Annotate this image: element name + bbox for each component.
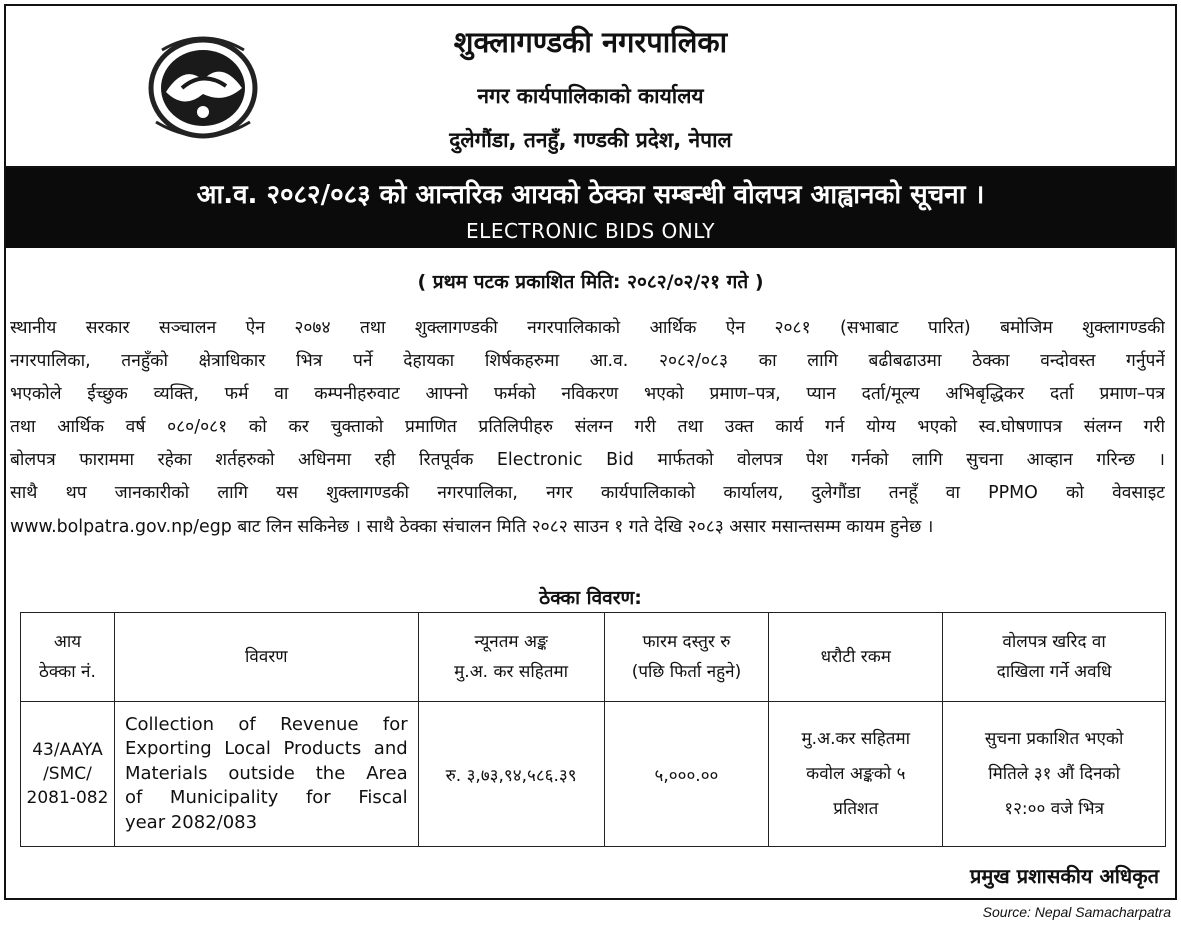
deposit-line: कवोल अङ्कको ५ (806, 763, 906, 784)
header-line: (पछि फिर्ता नहुने) (631, 662, 742, 682)
header-line: न्यूनतम अङ्क (474, 632, 548, 652)
body-line: भएकोले ईच्छुक व्यक्ति, फर्म वा कम्पनीहरुवाट आफ्नो फर्मको नविकरण भएको प्रमाण–पत्र, प्यान दर्ता/मूल्य अभिबृद्धिकर दर्ता प्रमाण–पत्र (10, 384, 1165, 405)
body-line: तथा आर्थिक वर्ष ०८०/०८१ को कर चुक्ताको प्रमाणित प्रतिलिपीहरु संलग्न गरी तथा उक्त कार्य गर्न योग्य भएको स्व.घोषणापत्र संलग्न गरी (10, 417, 1165, 438)
min-amount-cell: रु. ३,७३,९४,५८६.३९ (418, 702, 604, 847)
org-office: नगर कार्यपालिकाको कार्यालय (477, 84, 704, 108)
header-period (943, 613, 1166, 702)
header-deposit (769, 613, 943, 702)
tender-table (20, 612, 1166, 847)
header-min-amount (418, 613, 604, 702)
header-line: धरौटी रकम (820, 647, 891, 667)
description-line: Collection of Revenue for (124, 713, 408, 735)
publication-date: ( प्रथम पटक प्रकाशित मिति: २०८२/०२/२१ गते ) (417, 271, 764, 293)
period-line: सुचना प्रकाशित भएको (984, 728, 1124, 749)
table-row (21, 702, 1166, 847)
source-credit: Source: Nepal Samacharpatra (982, 904, 1171, 920)
header-line: आय (53, 632, 82, 652)
description-line: Exporting Local Products and (124, 738, 408, 760)
form-fee-cell: ५,०००.०० (604, 702, 769, 847)
org-name: शुक्लागण्डकी नगरपालिका (453, 25, 728, 59)
description-line: Materials outside the Area (124, 762, 408, 784)
header-line: ठेक्का नं. (39, 662, 96, 682)
table-heading: ठेक्का विवरण: (539, 587, 642, 609)
description-line: of Municipality for Fiscal (124, 787, 408, 809)
header-line: दाखिला गर्ने अवधि (996, 662, 1112, 682)
body-line: साथै थप जानकारीको लागि यस शुक्लागण्डकी नगरपालिका, नगर कार्यपालिकाको कार्यालय, दुलेगौंडा तनहूँ वा PPMO को वेवसाइट (10, 483, 1165, 504)
contract-id-line: /SMC/ (43, 764, 92, 784)
description-line: year 2082/083 (124, 811, 258, 833)
header-line: फारम दस्तुर रु (642, 632, 731, 652)
header-line: मु.अ. कर सहितमा (454, 662, 569, 682)
body-line: बोलपत्र फाराममा रहेका शर्तहरुको अधिनमा रही रितपूर्वक Electronic Bid मार्फतको वोलपत्र पेश गर्नको लागि सुचना आव्हान गरिन्छ । (10, 450, 1165, 471)
period-cell (943, 702, 1166, 847)
body-line: स्थानीय सरकार सञ्चालन ऐन २०७४ तथा शुक्लागण्डकी नगरपालिकाको आर्थिक ऐन २०८१ (सभाबाट पारित) बमोजिम शुक्लागण्डकी (10, 318, 1165, 338)
header-line: विवरण (245, 647, 288, 667)
description-cell (114, 702, 418, 847)
header-income-contract-no (21, 613, 115, 702)
signature: प्रमुख प्रशासकीय अधिकृत (970, 864, 1159, 888)
table-header-row (21, 613, 1166, 702)
deposit-line: मु.अ.कर सहितमा (801, 728, 911, 749)
notice-title-bar (6, 168, 1175, 248)
header-form-fee (604, 613, 769, 702)
contract-id-line: 2081-082 (26, 788, 109, 808)
contract-id-cell (21, 702, 115, 847)
body-line: www.bolpatra.gov.np/egp बाट लिन सकिनेछ । साथै ठेक्का संचालन मिति २०८२ साउन १ गते देखि २०८३ असार मसान्तसम्म कायम हुनेछ । (10, 516, 934, 537)
notice-subtitle: ELECTRONIC BIDS ONLY (466, 219, 715, 243)
contract-id-line: 43/AAYA (32, 740, 103, 760)
header-description (114, 613, 418, 702)
deposit-line: प्रतिशत (833, 798, 879, 819)
period-line: १२:०० वजे भित्र (1004, 798, 1104, 819)
period-line: मितिले ३१ औं दिनको (988, 763, 1120, 784)
notice-title: आ.व. २०८२/०८३ को आन्तरिक आयको ठेक्का सम्बन्धी वोलपत्र आह्वानको सूचना । (196, 180, 985, 210)
notice-body (10, 312, 1165, 544)
body-line: नगरपालिका, तनहुँको क्षेत्राधिकार भित्र पर्ने देहायका शिर्षकहरुमा आ.व. २०८२/०८३ का लागि बढीबढाउमा ठेक्का वन्दोवस्त गर्नुपर्ने (10, 351, 1165, 372)
deposit-cell (769, 702, 943, 847)
notice-frame (4, 4, 1177, 900)
notice-header (6, 6, 1175, 168)
header-line: वोलपत्र खरिद वा (1002, 632, 1106, 652)
org-address: दुलेगौंडा, तनहुँ, गण्डकी प्रदेश, नेपाल (449, 128, 732, 152)
